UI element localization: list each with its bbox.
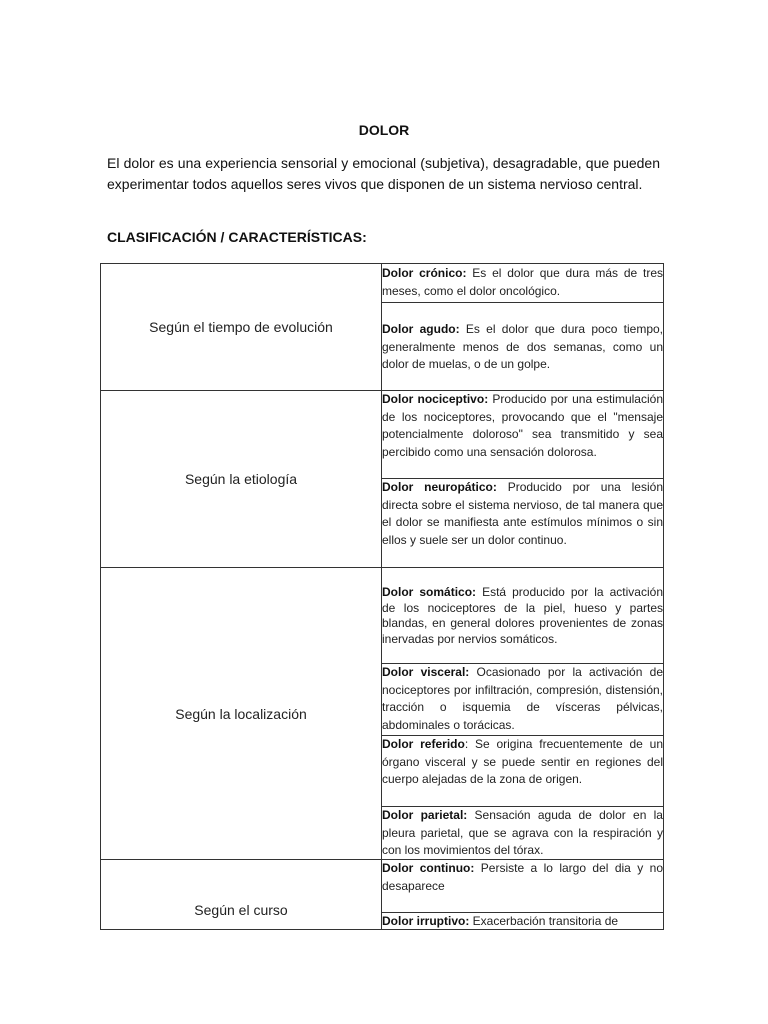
term-label: Dolor neuropático:: [382, 480, 497, 494]
term-label: Dolor nociceptivo:: [382, 392, 489, 406]
term-description: Exacerbación transitoria de: [469, 914, 619, 928]
term-label: Dolor crónico:: [382, 266, 467, 280]
term-label: Dolor irruptivo:: [382, 914, 470, 928]
term-label: Dolor parietal:: [382, 808, 468, 822]
term-description: Está producido por la activación de los nociceptores de la piel, hueso y partes blandas, en general dolores provenientes de zonas inervadas por nervios somáticos.: [382, 585, 663, 646]
term-description: Es el dolor que dura poco tiempo, generalmente menos de dos semanas, como un dolor de muelas, o de un golpe.: [382, 322, 663, 372]
table-cell: [382, 391, 664, 479]
classification-table: [100, 263, 664, 930]
group-label: Según el tiempo de evolución: [101, 264, 382, 391]
table-cell: [382, 568, 664, 664]
term-description: Es el dolor que dura más de tres meses, como el dolor oncológico.: [382, 266, 663, 298]
table-cell: [382, 303, 664, 391]
group-label: Según la localización: [101, 568, 382, 860]
table-cell: [382, 664, 664, 736]
term-description: : Se origina frecuentemente de un órgano visceral y se puede sentir en regiones del cuerpo alejadas de la zona de origen.: [382, 737, 663, 787]
table-cell: [382, 736, 664, 807]
intro-paragraph: El dolor es una experiencia sensorial y emocional (subjetiva), desagradable, que pueden experimentar todos aquellos seres vivos que disponen de un sistema nervioso central.: [107, 155, 660, 192]
term-label: Dolor agudo:: [382, 322, 460, 336]
term-label: Dolor visceral:: [382, 665, 470, 679]
table-cell: [382, 913, 664, 930]
table-cell: [382, 479, 664, 568]
table-cell: [382, 807, 664, 860]
group-label: Según la etiología: [101, 391, 382, 568]
term-label: Dolor referido: [382, 737, 465, 751]
table-cell: [382, 264, 664, 303]
term-description: Producido por una estimulación de los nociceptores, provocando que el "mensaje potencialmente doloroso" sea transmitido y sea percibido como una sensación dolorosa.: [382, 392, 663, 459]
term-description: Ocasionado por la activación de nociceptores por infiltración, compresión, distensión, tracción o isquemia de vísceras pélvicas, abdominales o torácicas.: [382, 665, 663, 732]
term-description: Persiste a lo largo del dia y no desaparece: [382, 861, 663, 893]
term-label: Dolor somático:: [382, 585, 477, 599]
term-label: Dolor continuo:: [382, 861, 475, 875]
section-subtitle: CLASIFICACIÓN / CARACTERÍSTICAS:: [107, 229, 367, 245]
term-description: Sensación aguda de dolor en la pleura parietal, que se agrava con la respiración y con los movimientos del tórax.: [382, 808, 663, 858]
page-title: DOLOR: [358, 122, 410, 138]
group-label: Según el curso: [101, 860, 382, 930]
term-description: Producido por una lesión directa sobre el sistema nervioso, de tal manera que el dolor se manifiesta ante estímulos mínimos o sin ellos y suele ser un dolor continuo.: [382, 480, 663, 547]
table-cell: [382, 860, 664, 913]
